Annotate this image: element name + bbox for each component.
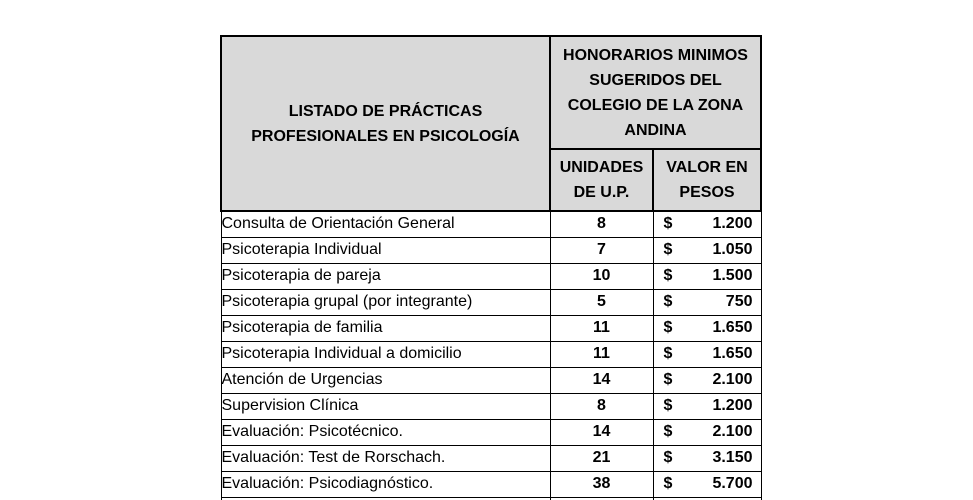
currency-symbol: $ (663, 371, 673, 388)
peso-value (653, 315, 761, 341)
units-value: 14 (550, 367, 653, 393)
units-value: 38 (550, 471, 653, 497)
currency-symbol: $ (663, 423, 673, 440)
peso-value (653, 263, 761, 289)
currency-symbol: $ (663, 345, 673, 362)
currency-symbol: $ (663, 449, 673, 466)
amount: 1.200 (712, 397, 753, 414)
peso-value (653, 341, 761, 367)
peso-value (653, 445, 761, 471)
table-row (221, 367, 761, 393)
table-row (221, 471, 761, 497)
practice-name: Psicoterapia Individual a domicilio (221, 341, 550, 367)
currency-symbol: $ (663, 397, 673, 414)
fees-group-header: HONORARIOS MINIMOS SUGERIDOS DEL COLEGIO DE LA ZONA ANDINA (550, 36, 761, 149)
units-column-header: UNIDADES DE U.P. (550, 149, 653, 211)
amount: 5.700 (712, 475, 753, 492)
units-value: 8 (550, 393, 653, 419)
peso-value (653, 419, 761, 445)
amount: 1.050 (712, 241, 753, 258)
peso-value (653, 367, 761, 393)
amount: 1.200 (712, 215, 753, 233)
units-value: 10 (550, 263, 653, 289)
currency-symbol: $ (663, 267, 673, 284)
practice-list-header: LISTADO DE PRÁCTICAS PROFESIONALES EN PSICOLOGÍA (221, 36, 550, 211)
peso-value (653, 211, 761, 237)
practice-name: Psicoterapia grupal (por integrante) (221, 289, 550, 315)
units-value: 21 (550, 445, 653, 471)
currency-symbol: $ (663, 215, 673, 233)
amount: 2.100 (712, 371, 753, 388)
practice-name: Consulta de Orientación General (221, 211, 550, 237)
table-row (221, 211, 761, 237)
amount: 750 (725, 293, 753, 310)
units-value: 7 (550, 237, 653, 263)
peso-value (653, 393, 761, 419)
currency-symbol: $ (663, 319, 673, 336)
table-row (221, 445, 761, 471)
practice-name: Evaluación: Test de Rorschach. (221, 445, 550, 471)
practice-name: Psicoterapia de familia (221, 315, 550, 341)
peso-value (653, 471, 761, 497)
table-row (221, 263, 761, 289)
table-row (221, 341, 761, 367)
fees-table (220, 35, 762, 500)
value-column-header: VALOR EN PESOS (653, 149, 761, 211)
amount: 1.650 (712, 319, 753, 336)
table-row (221, 393, 761, 419)
table-row (221, 419, 761, 445)
peso-value (653, 289, 761, 315)
table-row (221, 237, 761, 263)
table-row (221, 289, 761, 315)
amount: 3.150 (712, 449, 753, 466)
table-row (221, 315, 761, 341)
practice-name: Psicoterapia Individual (221, 237, 550, 263)
practice-name: Supervision Clínica (221, 393, 550, 419)
currency-symbol: $ (663, 241, 673, 258)
practice-name: Evaluación: Psicodiagnóstico. (221, 471, 550, 497)
amount: 2.100 (712, 423, 753, 440)
amount: 1.500 (712, 267, 753, 284)
practice-name: Psicoterapia de pareja (221, 263, 550, 289)
currency-symbol: $ (663, 475, 673, 492)
units-value: 5 (550, 289, 653, 315)
amount: 1.650 (712, 345, 753, 362)
units-value: 14 (550, 419, 653, 445)
units-value: 8 (550, 211, 653, 237)
practice-name: Evaluación: Psicotécnico. (221, 419, 550, 445)
units-value: 11 (550, 315, 653, 341)
practice-name: Atención de Urgencias (221, 367, 550, 393)
currency-symbol: $ (663, 293, 673, 310)
peso-value (653, 237, 761, 263)
units-value: 11 (550, 341, 653, 367)
table-body (221, 211, 761, 500)
